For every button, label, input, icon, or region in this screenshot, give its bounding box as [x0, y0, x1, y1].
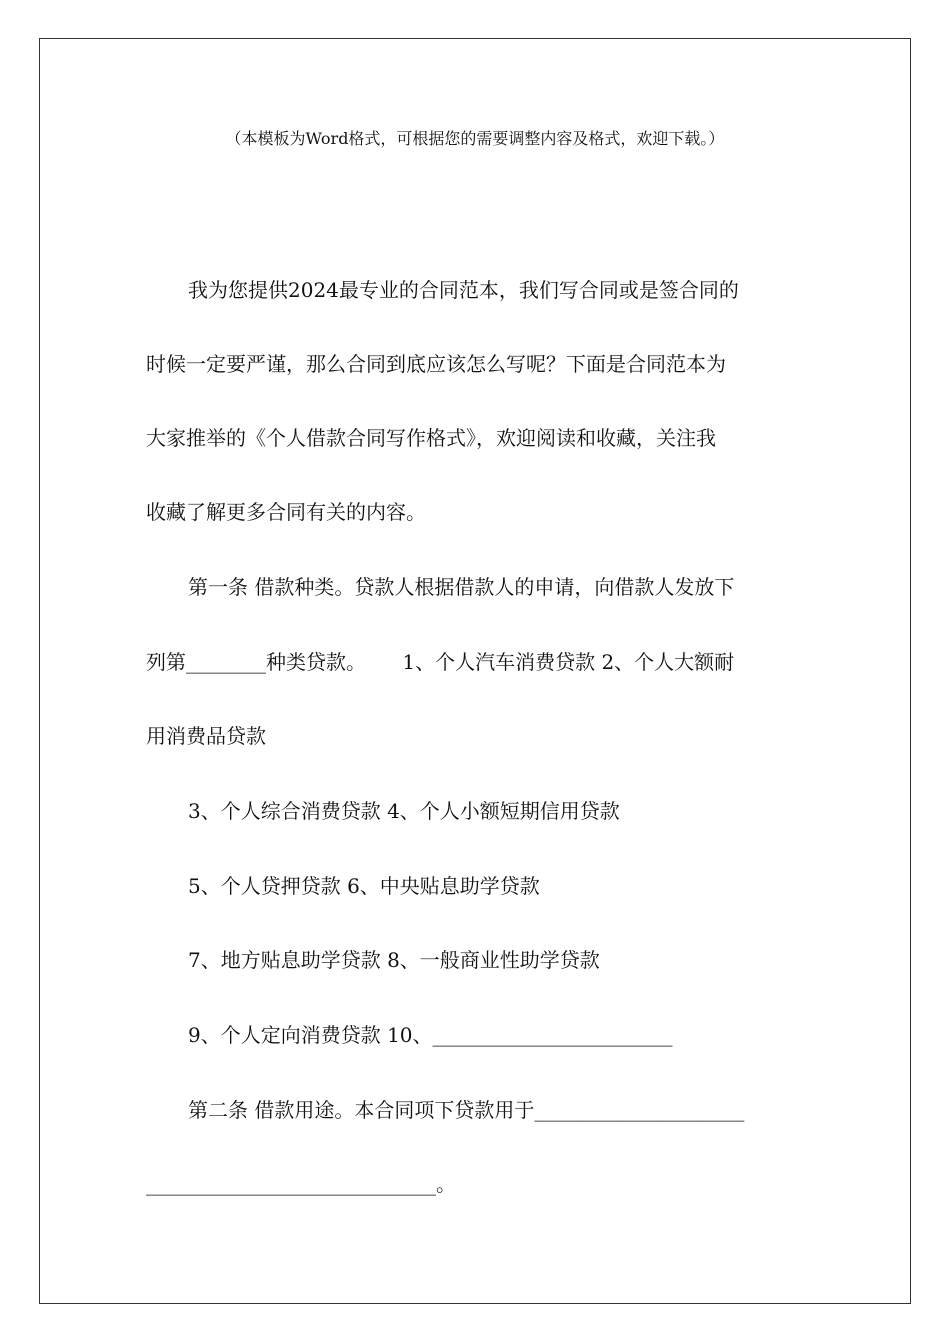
article-1-line-3: 用消费品贷款: [146, 724, 266, 748]
article-1-line-1: 第一条 借款种类。贷款人根据借款人的申请，向借款人发放下: [188, 575, 735, 599]
article-1-line-2: 列第________种类贷款。 1、个人汽车消费贷款 2、个人大额耐: [146, 650, 735, 674]
intro-line-1: 我为您提供2024最专业的合同范本，我们写合同或是签合同的: [188, 278, 739, 302]
article-2-line-2: _____________________________。: [146, 1172, 456, 1196]
article-2-line-1: 第二条 借款用途。本合同项下贷款用于_____________________: [188, 1098, 745, 1122]
intro-line-4: 收藏了解更多合同有关的内容。: [146, 500, 426, 524]
template-note: （本模板为Word格式，可根据您的需要调整内容及格式，欢迎下载。）: [225, 129, 725, 148]
loan-types-5-6: 5、个人贷押贷款 6、中央贴息助学贷款: [188, 874, 540, 898]
intro-line-2: 时候一定要严谨，那么合同到底应该怎么写呢？下面是合同范本为: [146, 352, 726, 376]
loan-types-3-4: 3、个人综合消费贷款 4、个人小额短期信用贷款: [188, 799, 620, 823]
loan-types-9-10: 9、个人定向消费贷款 10、________________________: [188, 1023, 673, 1047]
loan-types-7-8: 7、地方贴息助学贷款 8、一般商业性助学贷款: [188, 948, 600, 972]
intro-line-3: 大家推举的《个人借款合同写作格式》，欢迎阅读和收藏，关注我: [146, 426, 716, 450]
